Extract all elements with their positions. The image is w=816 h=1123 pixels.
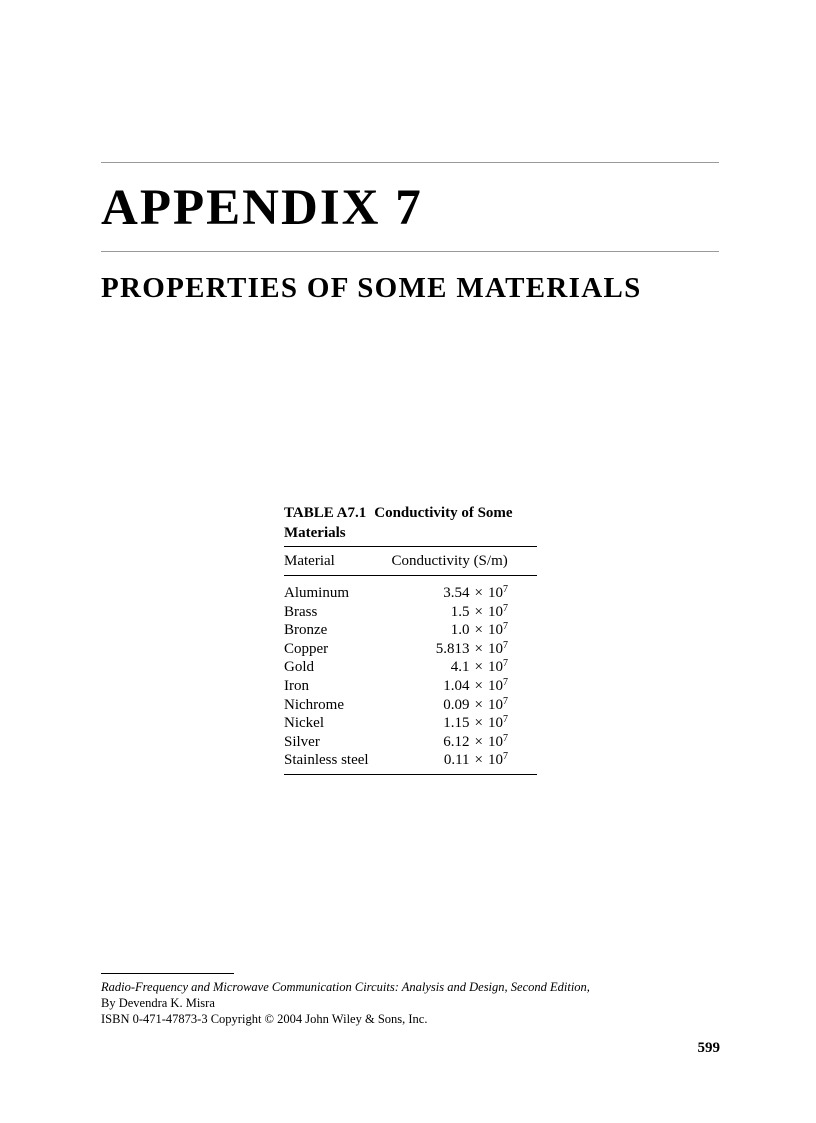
- conductivity-mantissa: 1.0: [450, 622, 470, 639]
- conductivity-mantissa: 4.1: [450, 659, 470, 676]
- top-rule: [101, 162, 719, 163]
- conductivity-exponent: 7: [503, 584, 508, 595]
- material-cell: Aluminum: [284, 585, 350, 601]
- conductivity-mantissa: 1.15: [443, 715, 470, 732]
- conductivity-exponent: 7: [503, 621, 508, 633]
- table-body: [284, 576, 537, 774]
- appendix-title: APPENDIX 7: [101, 180, 423, 236]
- conductivity-table-block: [284, 503, 537, 775]
- times-symbol: ×: [474, 603, 483, 620]
- conductivity-table: [284, 547, 537, 774]
- conductivity-base: 10: [488, 677, 503, 694]
- conductivity-cell: [389, 603, 537, 622]
- table-row: [284, 751, 537, 774]
- times-symbol: ×: [474, 677, 483, 694]
- footer-book-title: Radio-Frequency and Microwave Communication Circuits: Analysis and Design, Second Edition,: [101, 980, 590, 994]
- conductivity-cell: [389, 751, 537, 774]
- conductivity-base: 10: [488, 659, 503, 676]
- conductivity-cell: [389, 733, 537, 752]
- material-cell: Brass: [284, 603, 318, 620]
- times-symbol: ×: [474, 640, 483, 657]
- material-cell: Copper: [284, 640, 329, 657]
- times-symbol: ×: [474, 733, 483, 750]
- material-cell: Silver: [284, 733, 320, 750]
- table-row: [284, 733, 537, 752]
- appendix-subtitle: PROPERTIES OF SOME MATERIALS: [101, 272, 642, 304]
- footer-rule: [101, 973, 234, 974]
- conductivity-exponent: 7: [503, 751, 508, 763]
- material-cell: Iron: [284, 677, 309, 694]
- conductivity-base: 10: [488, 752, 503, 769]
- conductivity-cell: [389, 714, 537, 733]
- conductivity-cell: [389, 621, 537, 640]
- conductivity-base: 10: [488, 585, 503, 601]
- conductivity-cell: [389, 658, 537, 677]
- conductivity-exponent: 7: [503, 732, 508, 744]
- table-bottom-rule: [284, 774, 537, 775]
- conductivity-mantissa: 0.11: [443, 752, 470, 769]
- conductivity-base: 10: [488, 696, 503, 713]
- times-symbol: ×: [474, 622, 483, 639]
- material-cell: Bronze: [284, 622, 328, 639]
- times-symbol: ×: [474, 715, 483, 732]
- table-row: [284, 621, 537, 640]
- conductivity-exponent: 7: [503, 602, 508, 614]
- conductivity-exponent: 7: [503, 695, 508, 707]
- conductivity-mantissa: 3.54: [443, 585, 470, 601]
- conductivity-base: 10: [488, 640, 503, 657]
- times-symbol: ×: [474, 696, 483, 713]
- times-symbol: ×: [474, 585, 483, 601]
- table-caption-label: TABLE A7.1: [284, 505, 367, 521]
- table-row: [284, 640, 537, 659]
- conductivity-mantissa: 6.12: [443, 733, 470, 750]
- conductivity-base: 10: [488, 603, 503, 620]
- conductivity-exponent: 7: [503, 714, 508, 726]
- conductivity-base: 10: [488, 715, 503, 732]
- conductivity-mantissa: 5.813: [435, 640, 470, 657]
- table-row: [284, 677, 537, 696]
- page-number: 599: [697, 1040, 720, 1056]
- table-row: [284, 714, 537, 733]
- conductivity-mantissa: 1.5: [450, 603, 470, 620]
- footer-isbn-copyright: ISBN 0-471-47873-3 Copyright © 2004 John Wiley & Sons, Inc.: [101, 1012, 428, 1026]
- column-header-conductivity: Conductivity (S/m): [391, 553, 508, 569]
- material-cell: Gold: [284, 659, 314, 676]
- material-cell: Nickel: [284, 715, 324, 732]
- column-header-material: Material: [284, 553, 335, 569]
- conductivity-base: 10: [488, 622, 503, 639]
- conductivity-cell: [389, 696, 537, 715]
- conductivity-exponent: 7: [503, 658, 508, 670]
- conductivity-mantissa: 0.09: [443, 696, 470, 713]
- conductivity-mantissa: 1.04: [443, 677, 470, 694]
- material-cell: Nichrome: [284, 696, 344, 713]
- footer-author: By Devendra K. Misra: [101, 996, 215, 1010]
- conductivity-cell: [389, 576, 537, 603]
- material-cell: Stainless steel: [284, 752, 369, 769]
- table-row: [284, 658, 537, 677]
- table-caption-text: Conductivity of Some Materials: [284, 505, 513, 541]
- table-header-row: [284, 547, 537, 575]
- conductivity-cell: [389, 677, 537, 696]
- table-row: [284, 576, 537, 603]
- table-row: [284, 696, 537, 715]
- title-rule: [101, 251, 719, 252]
- table-row: [284, 603, 537, 622]
- conductivity-exponent: 7: [503, 676, 508, 688]
- times-symbol: ×: [474, 659, 483, 676]
- footer-citation: [101, 979, 741, 1027]
- conductivity-base: 10: [488, 733, 503, 750]
- times-symbol: ×: [474, 752, 483, 769]
- conductivity-exponent: 7: [503, 639, 508, 651]
- conductivity-cell: [389, 640, 537, 659]
- table-caption: [284, 503, 537, 543]
